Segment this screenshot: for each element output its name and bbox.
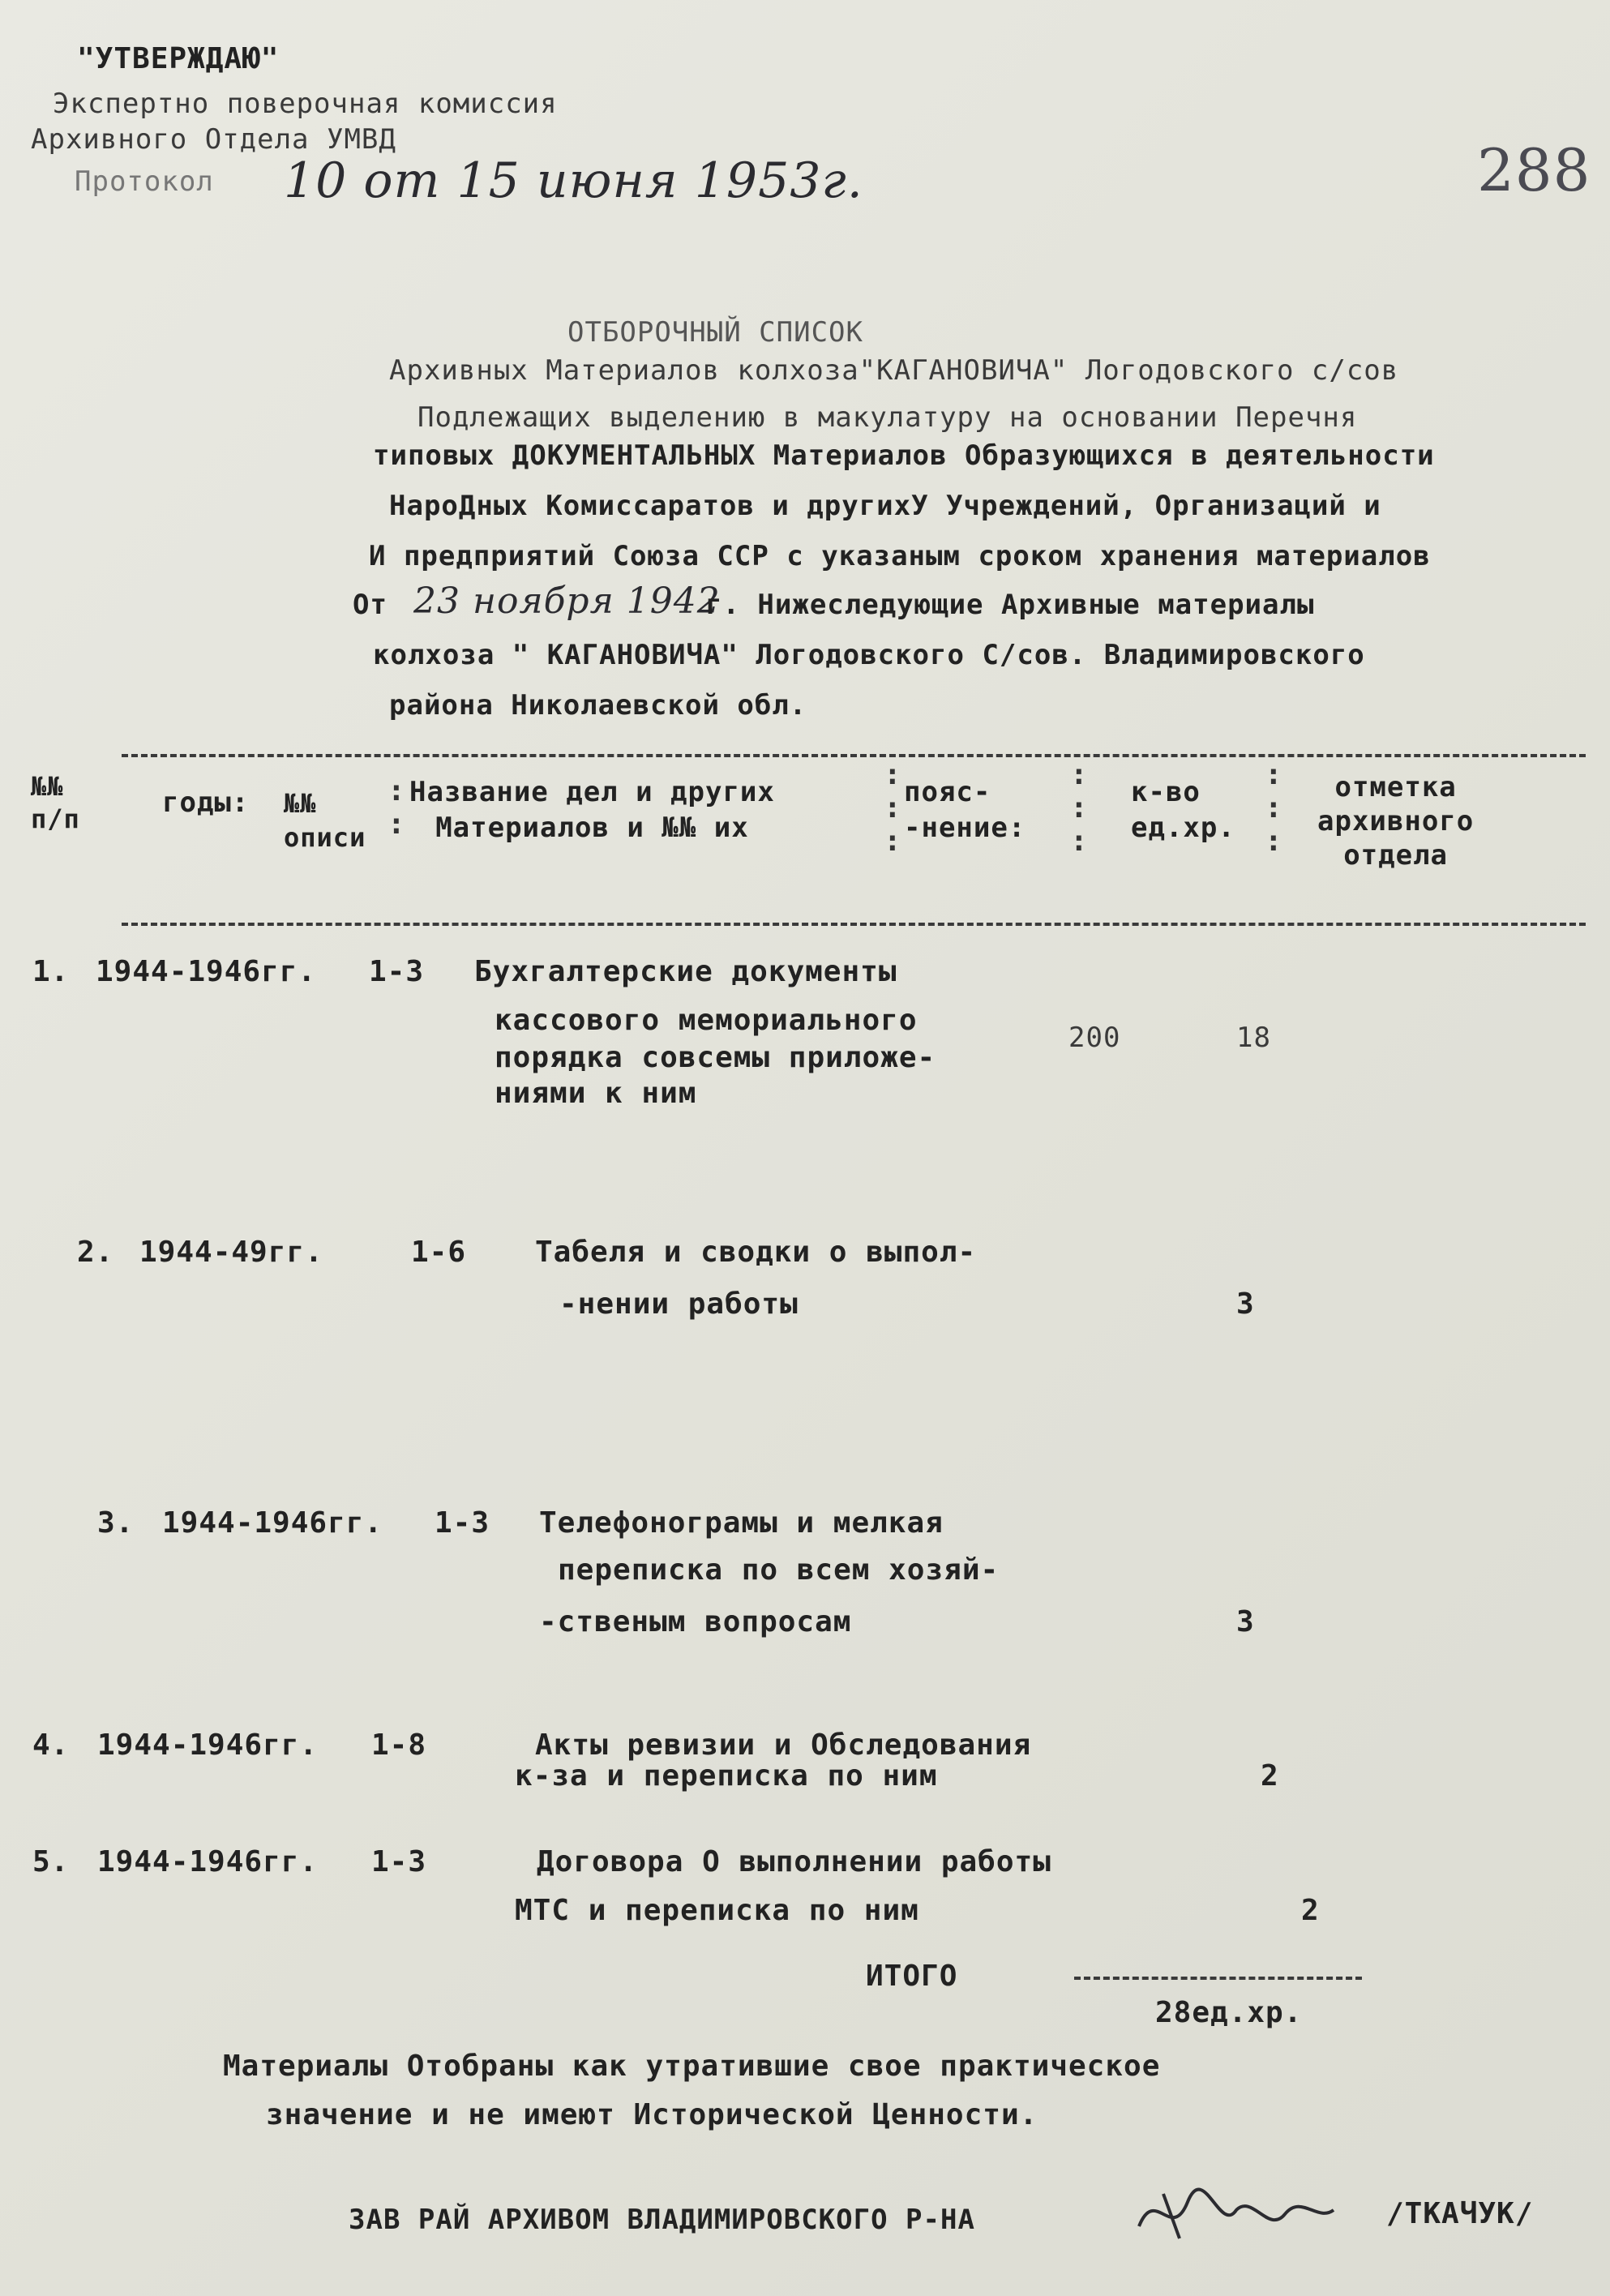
heading-line-7: колхоза " КАГАНОВИЧА" Логодовского С/сов. Владимировского xyxy=(373,639,1365,671)
row-4-opis: 1-8 xyxy=(371,1728,427,1762)
row-4-num: 4. xyxy=(32,1728,70,1762)
table-header-rule xyxy=(122,923,1586,926)
heading-line-2: Подлежащих выделению в макулатуру на основании Перечня xyxy=(417,401,1358,434)
row-1-title-line-4: ниями к ним xyxy=(495,1077,697,1110)
row-3-num: 3. xyxy=(97,1506,135,1540)
row-5-years: 1944-1946гг. xyxy=(97,1845,319,1878)
row-3-title-line-1: Телефонограмы и мелкая xyxy=(539,1506,944,1540)
row-4-title-line-2: к-за и переписка по ним xyxy=(515,1759,938,1793)
list-title: ОТБОРОЧНЫЙ СПИСОК xyxy=(567,316,863,349)
row-1-title-line-1: Бухгалтерские документы xyxy=(474,955,897,988)
column-separator: : : : xyxy=(1070,758,1088,858)
total-rule xyxy=(1074,1977,1362,1980)
row-1-note: 200 xyxy=(1068,1022,1121,1054)
heading-line-5: И предприятий Союза ССР с указаным сроком хранения материалов xyxy=(369,540,1431,572)
conclusion-line-1: Материалы Отобраны как утратившие свое практическое xyxy=(223,2050,1161,2083)
heading-line-3: типовых ДОКУМЕНТАЛЬНЫХ Материалов Образующихся в деятельности xyxy=(373,439,1435,472)
footer-position: ЗАВ РАЙ АРХИВОМ ВЛАДИМИРОВСКОГО Р-НА xyxy=(349,2204,975,2236)
row-3-qty: 3 xyxy=(1236,1605,1255,1638)
row-3-years: 1944-1946гг. xyxy=(162,1506,383,1540)
header-mark: отметка архивного отдела xyxy=(1317,771,1475,872)
total-value: 28ед.хр. xyxy=(1155,1996,1303,2029)
footer-name: /ТКАЧУК/ xyxy=(1386,2197,1534,2230)
page-number: 288 xyxy=(1477,136,1591,204)
heading-line-1: Архивных Материалов колхоза"КАГАНОВИЧА" Логодовского с/сов xyxy=(389,354,1399,387)
heading-line-6: г. Нижеследующие Архивные материалы xyxy=(705,589,1315,621)
row-5-title-line-2: МТС и переписка по ним xyxy=(515,1894,919,1927)
row-4-qty: 2 xyxy=(1261,1759,1279,1793)
row-5-opis: 1-3 xyxy=(371,1845,427,1878)
row-1-title-line-2: кассового мемориального xyxy=(495,1004,918,1037)
row-3-title-line-3: -ственым вопросам xyxy=(539,1605,852,1638)
heading-date-handwritten: 23 ноября 1942 xyxy=(413,580,721,622)
column-separator: : : xyxy=(388,774,405,841)
row-1-title-line-3: порядка совсемы приложе- xyxy=(495,1041,936,1074)
column-separator: : : : xyxy=(884,758,901,858)
row-2-title-line-2: -нении работы xyxy=(559,1287,799,1321)
protocol-label: Протокол xyxy=(75,165,214,198)
heading-line-8: района Николаевской обл. xyxy=(389,689,807,722)
protocol-handwritten: 10 от 15 июня 1953г. xyxy=(284,152,863,209)
approval-title: "УТВЕРЖДАЮ" xyxy=(77,42,280,75)
header-years: годы: xyxy=(162,786,250,819)
row-5-num: 5. xyxy=(32,1845,70,1878)
row-1-qty: 18 xyxy=(1236,1022,1271,1054)
row-2-num: 2. xyxy=(77,1236,114,1269)
row-1-num: 1. xyxy=(32,955,70,988)
row-1-years: 1944-1946гг. xyxy=(96,955,317,988)
row-3-opis: 1-3 xyxy=(435,1506,490,1540)
header-note: пояс- -нение: xyxy=(904,776,1026,844)
signature-scribble xyxy=(1131,2178,1342,2251)
header-title: Название дел и других Материалов и №№ их xyxy=(409,776,775,844)
row-4-years: 1944-1946гг. xyxy=(97,1728,319,1762)
total-label: ИТОГО xyxy=(866,1960,958,1993)
table-top-rule xyxy=(122,754,1586,757)
row-3-title-line-2: переписка по всем хозяй- xyxy=(558,1553,1000,1587)
row-1-opis: 1-3 xyxy=(369,955,425,988)
heading-line-4: НароДных Комиссаратов и другихУ Учреждений, Организаций и xyxy=(389,490,1381,522)
row-2-title-line-1: Табеля и сводки о выпол- xyxy=(535,1236,977,1269)
row-4-title-line-1: Акты ревизии и Обследования xyxy=(535,1728,1032,1762)
row-2-years: 1944-49гг. xyxy=(139,1236,323,1269)
approval-department: Архивного Отдела УМВД xyxy=(31,123,396,156)
approval-commission: Экспертно поверочная комиссия xyxy=(53,88,558,120)
row-5-qty: 2 xyxy=(1301,1894,1320,1927)
column-separator: : : : xyxy=(1265,758,1282,858)
header-opis: №№ описи xyxy=(284,788,366,853)
heading-line-6-prefix: От xyxy=(353,589,388,621)
row-5-title-line-1: Договора О выполнении работы xyxy=(537,1845,1051,1878)
header-qty: к-во ед.хр. xyxy=(1131,776,1235,844)
row-2-qty: 3 xyxy=(1236,1287,1255,1321)
conclusion-line-2: значение и не имеют Исторической Ценности. xyxy=(266,2098,1038,2131)
row-2-opis: 1-6 xyxy=(411,1236,467,1269)
header-num: №№ п/п xyxy=(31,771,80,834)
